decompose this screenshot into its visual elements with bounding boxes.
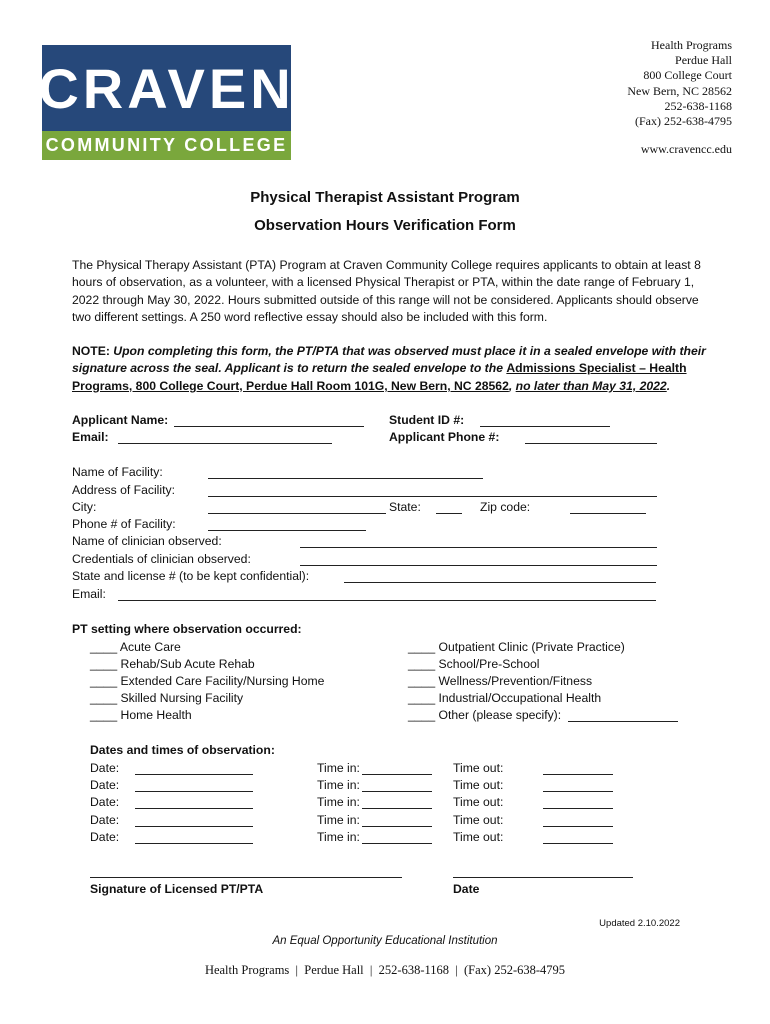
time-in-field[interactable] xyxy=(362,843,432,844)
time-in-label: Time in: xyxy=(317,830,360,844)
student-id-label: Student ID #: xyxy=(389,413,465,427)
date-label: Date: xyxy=(90,778,120,792)
city-label: City: xyxy=(72,500,97,514)
updated-date: Updated 2.10.2022 xyxy=(599,918,680,929)
setting-blank[interactable]: ____ xyxy=(90,708,118,722)
time-out-field[interactable] xyxy=(543,843,613,844)
time-in-label: Time in: xyxy=(317,778,360,792)
college-logo-subtitle xyxy=(42,131,291,160)
facility-address-field[interactable] xyxy=(208,496,657,497)
time-out-field[interactable] xyxy=(543,808,613,809)
college-logo xyxy=(38,45,295,131)
intro-paragraph: The Physical Therapy Assistant (PTA) Program at Craven Community College requires applicants to obtain at least 8 hours of observation, as a volunteer, with a licensed Physical Therapist or PTA, within the date range of February 1, 2022 through May 30, 2022. Hours submitted outside of this range will not be considered. Applicants should observe two different settings. A 250 word reflective essay should also be included with this form. xyxy=(72,258,701,325)
setting-label: Other (please specify): xyxy=(438,708,562,722)
date-field[interactable] xyxy=(135,791,253,792)
time-out-label: Time out: xyxy=(453,761,504,775)
setting-option[interactable] xyxy=(90,674,324,688)
setting-blank[interactable]: ____ xyxy=(408,691,436,705)
website-link[interactable]: www.cravencc.edu xyxy=(640,142,732,156)
eeo-statement: An Equal Opportunity Educational Institution xyxy=(272,935,498,947)
time-out-field[interactable] xyxy=(543,826,613,827)
date-field[interactable] xyxy=(135,843,253,844)
signature-label: Signature of Licensed PT/PTA xyxy=(90,882,264,896)
email-field[interactable] xyxy=(118,443,332,444)
setting-option[interactable] xyxy=(90,657,255,671)
applicant-phone-field[interactable] xyxy=(525,443,657,444)
form-title: Observation Hours Verification Form xyxy=(254,217,516,234)
setting-blank[interactable]: ____ xyxy=(408,708,436,722)
setting-label: Home Health xyxy=(120,708,192,722)
setting-label: Wellness/Prevention/Fitness xyxy=(438,674,593,688)
address-line: 252-638-1168 xyxy=(664,98,732,113)
date-field[interactable] xyxy=(135,774,253,775)
setting-label: School/Pre-School xyxy=(438,657,540,671)
setting-blank[interactable]: ____ xyxy=(90,640,118,654)
date-field[interactable] xyxy=(135,808,253,809)
city-field[interactable] xyxy=(208,513,386,514)
zip-field[interactable] xyxy=(570,513,646,514)
state-label: State: xyxy=(389,500,421,514)
setting-label: Rehab/Sub Acute Rehab xyxy=(120,657,255,671)
program-title: Physical Therapist Assistant Program xyxy=(250,189,520,206)
time-out-field[interactable] xyxy=(543,774,613,775)
time-out-field[interactable] xyxy=(543,791,613,792)
state-field[interactable] xyxy=(436,513,462,514)
note-sep: , xyxy=(508,378,516,393)
time-in-field[interactable] xyxy=(362,808,432,809)
date-label: Date: xyxy=(90,830,120,844)
time-out-label: Time out: xyxy=(453,830,504,844)
address-line: New Bern, NC 28562 xyxy=(627,83,732,98)
setting-blank[interactable]: ____ xyxy=(408,640,436,654)
clinician-email-label: Email: xyxy=(72,587,106,601)
setting-option[interactable] xyxy=(408,691,601,705)
time-in-label: Time in: xyxy=(317,813,360,827)
facility-address-label: Address of Facility: xyxy=(72,483,175,497)
zip-label: Zip code: xyxy=(480,500,531,514)
setting-blank[interactable]: ____ xyxy=(408,657,436,671)
footer-contact: Health Programs | Perdue Hall | 252-638-1168 | (Fax) 252-638-4795 xyxy=(204,963,566,977)
license-field[interactable] xyxy=(344,582,656,583)
date-field[interactable] xyxy=(135,826,253,827)
setting-label: Industrial/Occupational Health xyxy=(438,691,602,705)
note-deadline: no later than May 31, 2022 xyxy=(515,378,667,393)
setting-option[interactable] xyxy=(90,640,181,654)
clinician-email-field[interactable] xyxy=(118,600,656,601)
time-in-field[interactable] xyxy=(362,774,432,775)
note-lead: NOTE: xyxy=(72,344,110,358)
time-in-label: Time in: xyxy=(317,795,360,809)
clinician-credentials-field[interactable] xyxy=(300,565,657,566)
signature-field[interactable] xyxy=(90,877,402,878)
setting-blank[interactable]: ____ xyxy=(90,674,118,688)
setting-blank[interactable]: ____ xyxy=(90,691,118,705)
facility-name-label: Name of Facility: xyxy=(72,465,163,479)
time-out-label: Time out: xyxy=(453,813,504,827)
facility-name-field[interactable] xyxy=(208,478,483,479)
date-label: Date: xyxy=(90,795,120,809)
admissions-address: Admissions Specialist – Health Programs, 800 College Court, Perdue Hall Room 101G, New Bern, NC 28562 xyxy=(72,361,687,393)
note-text: Upon completing this form, the PT/PTA that was observed must place it in a sealed envelope with their signature across the seal. Applicant is to return the sealed envelope to the xyxy=(72,344,706,376)
setting-label: Outpatient Clinic (Private Practice) xyxy=(438,640,625,654)
clinician-name-field[interactable] xyxy=(300,547,657,548)
logo-sub: COMMUNITY COLLEGE xyxy=(45,135,288,155)
setting-option[interactable] xyxy=(408,640,625,654)
applicant-phone-label: Applicant Phone #: xyxy=(389,430,500,444)
setting-option[interactable] xyxy=(408,657,539,671)
signature-date-field[interactable] xyxy=(453,877,633,878)
note-paragraph xyxy=(72,343,712,395)
address-block xyxy=(627,38,732,129)
setting-label: Acute Care xyxy=(119,640,181,654)
facility-phone-field[interactable] xyxy=(208,530,366,531)
clinician-credentials-label: Credentials of clinician observed: xyxy=(72,552,251,566)
setting-label: Extended Care Facility/Nursing Home xyxy=(120,674,325,688)
student-id-field[interactable] xyxy=(480,426,610,427)
address-line: 800 College Court xyxy=(643,68,732,83)
setting-blank[interactable]: ____ xyxy=(90,657,118,671)
settings-title: PT setting where observation occurred: xyxy=(72,622,302,636)
email-label: Email: xyxy=(72,430,109,444)
dates-title: Dates and times of observation: xyxy=(90,743,275,757)
applicant-name-field[interactable] xyxy=(174,426,364,427)
time-out-label: Time out: xyxy=(453,778,504,792)
setting-option[interactable] xyxy=(90,691,243,705)
time-in-field[interactable] xyxy=(362,826,432,827)
facility-phone-label: Phone # of Facility: xyxy=(72,517,176,531)
address-line: (Fax) 252-638-4795 xyxy=(635,114,732,129)
signature-date-label: Date xyxy=(453,882,480,896)
setting-option[interactable] xyxy=(90,708,192,722)
setting-option[interactable] xyxy=(408,708,561,722)
logo-name: CRAVEN xyxy=(38,56,295,120)
note-end: . xyxy=(666,378,671,393)
applicant-name-label: Applicant Name: xyxy=(72,413,169,427)
setting-blank[interactable]: ____ xyxy=(408,674,436,688)
time-out-label: Time out: xyxy=(453,795,504,809)
date-label: Date: xyxy=(90,813,120,827)
date-label: Date: xyxy=(90,761,120,775)
other-setting-field[interactable] xyxy=(568,721,678,722)
time-in-field[interactable] xyxy=(362,791,432,792)
clinician-name-label: Name of clinician observed: xyxy=(72,534,222,548)
setting-option[interactable] xyxy=(408,674,592,688)
time-in-label: Time in: xyxy=(317,761,360,775)
license-label: State and license # (to be kept confidential): xyxy=(72,569,310,583)
setting-label: Skilled Nursing Facility xyxy=(120,691,244,705)
address-line: Perdue Hall xyxy=(675,53,732,68)
address-line: Health Programs xyxy=(651,38,732,52)
